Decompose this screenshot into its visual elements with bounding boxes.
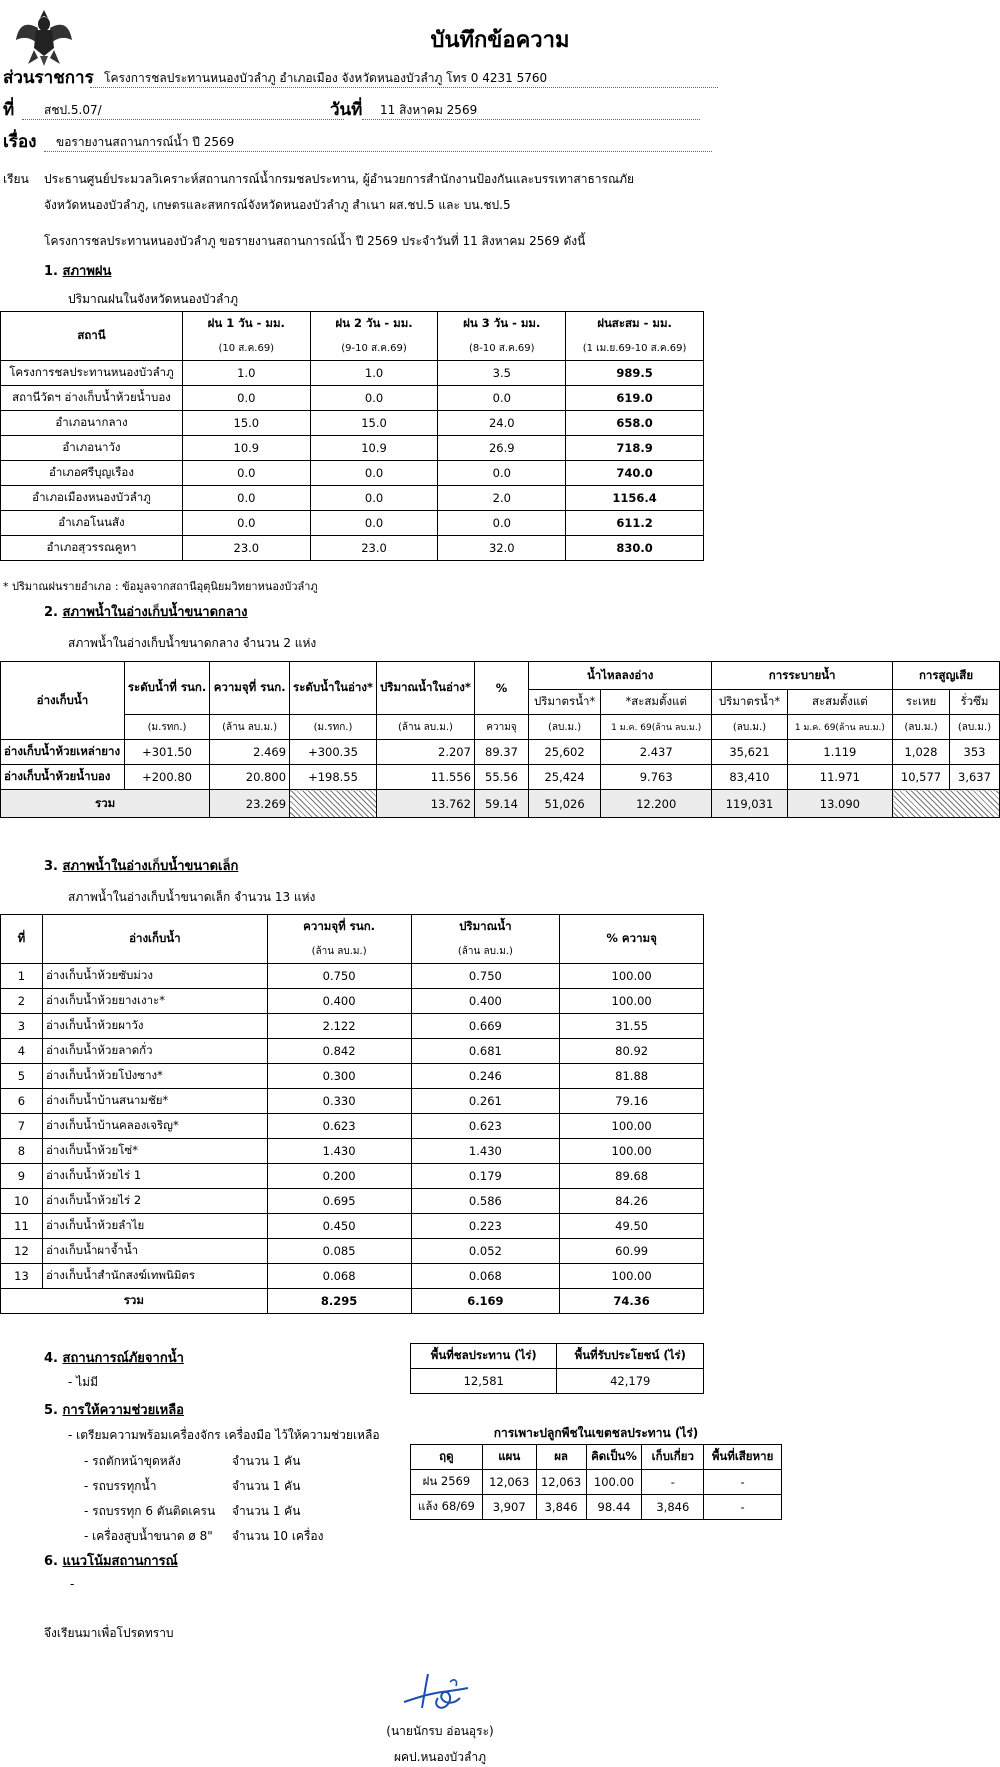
equipment-qty: จำนวน 1 คัน	[232, 1504, 301, 1518]
station-name: สถานีวัดฯ อ่างเก็บน้ำห้วยน้ำบอง	[1, 386, 183, 411]
cell: 3.5	[438, 361, 566, 386]
cell: 3,846	[536, 1495, 586, 1520]
table-row	[411, 1495, 782, 1520]
cell: 1.119	[787, 740, 892, 765]
signer-position: ผคป.หนองบัวลำภู	[393, 1750, 487, 1764]
cell: ฝน 2569	[411, 1470, 483, 1495]
cell: 10,577	[893, 765, 950, 790]
crop-header: เก็บเกี่ยว	[642, 1445, 704, 1470]
table-row	[1, 1064, 704, 1089]
cell: 0.0	[310, 486, 438, 511]
cell: 1.0	[310, 361, 438, 386]
cell: 0.450	[267, 1214, 411, 1239]
res-header-cap-rnk: ความจุที่ รนก.	[210, 662, 290, 715]
reservoir-name: อ่างเก็บน้ำห้วยไร่ 2	[42, 1189, 267, 1214]
table-row	[1, 411, 704, 436]
section5-heading: 5. การให้ความช่วยเหลือ	[44, 1403, 184, 1418]
cell: 0.0	[310, 461, 438, 486]
unit: (ลบ.ม.)	[893, 715, 950, 740]
res-header-leak: รั่วซึม	[949, 690, 999, 715]
rainfall-table	[0, 311, 704, 561]
res-header-vol-now: ปริมาณน้ำในอ่าง*	[376, 662, 474, 715]
small-header-vol: ปริมาณน้ำ	[411, 915, 560, 940]
cell: 1.430	[411, 1139, 560, 1164]
unit: (ลบ.ม.)	[712, 715, 787, 740]
cell: 0.068	[411, 1264, 560, 1289]
cell: 0.400	[411, 989, 560, 1014]
cell: 49.50	[560, 1214, 704, 1239]
cell: 10	[1, 1189, 43, 1214]
cell: 100.00	[560, 964, 704, 989]
res-header-inflow: น้ำไหลลงอ่าง	[529, 662, 712, 690]
rain-subheader: (1 เม.ย.69-10 ส.ค.69)	[566, 336, 704, 361]
table-row	[1, 1114, 704, 1139]
reservoir-name: อ่างเก็บน้ำห้วยยางเงาะ*	[42, 989, 267, 1014]
table-row	[1, 1214, 704, 1239]
cell: 100.00	[560, 1114, 704, 1139]
section2-heading: 2. สภาพน้ำในอ่างเก็บน้ำขนาดกลาง	[44, 605, 248, 620]
cell: 15.0	[182, 411, 310, 436]
table-row	[1, 1164, 704, 1189]
res-header-name: อ่างเก็บน้ำ	[1, 662, 125, 740]
reservoir-name: อ่างเก็บน้ำบ้านสนามชัย*	[42, 1089, 267, 1114]
cell: 89.68	[560, 1164, 704, 1189]
total-row	[1, 790, 1000, 818]
cell: 31.55	[560, 1014, 704, 1039]
cell: 0.586	[411, 1189, 560, 1214]
equipment-item: - เครื่องสูบน้ำขนาด ø 8"	[84, 1529, 213, 1543]
cell: 24.0	[438, 411, 566, 436]
rain-header-station: สถานี	[1, 312, 183, 361]
cell: 20.800	[210, 765, 290, 790]
salutation-line1: ประธานศูนย์ประมวลวิเคราะห์สถานการณ์น้ำกรมชลประทาน, ผู้อำนวยการสำนักงานป้องกันและบรรเทาสาธารณภัย	[44, 172, 635, 186]
small-header-pct: % ความจุ	[560, 915, 704, 964]
cell: 25,424	[529, 765, 601, 790]
res-header-evap: ระเหย	[893, 690, 950, 715]
area-benefit: 42,179	[557, 1369, 704, 1394]
cell: 10.9	[182, 436, 310, 461]
cell: 0.200	[267, 1164, 411, 1189]
res-header-in-acc: *สะสมตั้งแต่	[601, 690, 712, 715]
cell: 13.090	[787, 790, 892, 818]
table-row	[1, 1239, 704, 1264]
table-row	[1, 1014, 704, 1039]
salutation-line2: จังหวัดหนองบัวลำภู, เกษตรและสหกรณ์จังหวัดหนองบัวลำภู สำเนา ผส.ชป.5 และ บน.ชป.5	[44, 198, 511, 212]
salutation-label: เรียน	[3, 172, 29, 186]
table-row	[1, 386, 704, 411]
unit: (ล้าน ลบ.ม.)	[376, 715, 474, 740]
cell: 11.556	[376, 765, 474, 790]
cell: +301.50	[124, 740, 209, 765]
table-row	[1, 511, 704, 536]
table-row	[1, 361, 704, 386]
cell: 0.0	[182, 461, 310, 486]
cell: 59.14	[474, 790, 528, 818]
table-row	[1, 1089, 704, 1114]
rainfall-note: * ปริมาณฝนรายอำเภอ : ข้อมูลจากสถานีอุตุนิยมวิทยาหนองบัวลำภู	[3, 580, 318, 593]
rain-header-accum: ฝนสะสม - มม.	[566, 312, 704, 337]
res-header-in-vol: ปริมาตรน้ำ*	[529, 690, 601, 715]
cell: 23.269	[210, 790, 290, 818]
reservoir-name: อ่างเก็บน้ำบ้านคลองเจริญ*	[42, 1114, 267, 1139]
small-header-no: ที่	[1, 915, 43, 964]
cell: 0.0	[182, 486, 310, 511]
unit: 1 ม.ค. 69(ล้าน ลบ.ม.)	[601, 715, 712, 740]
unit: (ลบ.ม.)	[949, 715, 999, 740]
cell: 0.750	[411, 964, 560, 989]
cell: 74.36	[560, 1289, 704, 1314]
cell: 2.207	[376, 740, 474, 765]
unit: (ม.รทก.)	[124, 715, 209, 740]
cell: 11.971	[787, 765, 892, 790]
reservoir-name: อ่างเก็บน้ำสำนักสงฆ์เทพนิมิตร	[42, 1264, 267, 1289]
subject-value: ขอรายงานสถานการณ์น้ำ ปี 2569	[44, 133, 712, 152]
cell: 81.88	[560, 1064, 704, 1089]
station-name: อำเภอสุวรรณคูหา	[1, 536, 183, 561]
cell: 0.669	[411, 1014, 560, 1039]
cell: 100.00	[586, 1470, 642, 1495]
cell: แล้ง 68/69	[411, 1495, 483, 1520]
crop-header: ผล	[536, 1445, 586, 1470]
res-header-rel-vol: ปริมาตรน้ำ*	[712, 690, 787, 715]
cell: +300.35	[290, 740, 377, 765]
cell: 0.179	[411, 1164, 560, 1189]
cell: 619.0	[566, 386, 704, 411]
cell: 611.2	[566, 511, 704, 536]
crop-header: ฤดู	[411, 1445, 483, 1470]
total-row	[1, 1289, 704, 1314]
cell: 12	[1, 1239, 43, 1264]
table-row	[1, 1139, 704, 1164]
cell: 0.300	[267, 1064, 411, 1089]
section3-heading: 3. สภาพน้ำในอ่างเก็บน้ำขนาดเล็ก	[44, 859, 239, 874]
station-name: อำเภอโนนสัง	[1, 511, 183, 536]
equipment-qty: จำนวน 1 คัน	[232, 1454, 301, 1468]
handwritten-signature	[398, 1668, 478, 1716]
cell: 0.085	[267, 1239, 411, 1264]
area-table	[410, 1343, 704, 1394]
unit: (ล้าน ลบ.ม.)	[267, 939, 411, 964]
table-row	[1, 1039, 704, 1064]
cell: 51,026	[529, 790, 601, 818]
section2-caption: สภาพน้ำในอ่างเก็บน้ำขนาดกลาง จำนวน 2 แห่ง	[68, 636, 317, 650]
area-irrigated: 12,581	[411, 1369, 557, 1394]
crop-table-caption: การเพาะปลูกพืชในเขตชลประทาน (ไร่)	[493, 1426, 699, 1440]
table-row	[1, 1264, 704, 1289]
cell: 3,846	[642, 1495, 704, 1520]
cell: 15.0	[310, 411, 438, 436]
cell: 353	[949, 740, 999, 765]
cell: -	[704, 1470, 782, 1495]
table-row	[1, 436, 704, 461]
agency-value: โครงการชลประทานหนองบัวลำภู อำเภอเมือง จังหวัดหนองบัวลำภู โทร 0 4231 5760	[90, 69, 718, 88]
res-header-lvl-now: ระดับน้ำในอ่าง*	[290, 662, 377, 715]
res-header-rel-acc: สะสมตั้งแต่	[787, 690, 892, 715]
reservoir-name: อ่างเก็บน้ำห้วยโซ่*	[42, 1139, 267, 1164]
cell: 0.623	[411, 1114, 560, 1139]
cell: 23.0	[310, 536, 438, 561]
closing-text: จึงเรียนมาเพื่อโปรดทราบ	[44, 1626, 174, 1640]
reservoir-name: อ่างเก็บน้ำห้วยลาดกั่ว	[42, 1039, 267, 1064]
station-name: อำเภอศรีบุญเรือง	[1, 461, 183, 486]
cell: 718.9	[566, 436, 704, 461]
reservoir-name: อ่างเก็บน้ำห้วยผาวัง	[42, 1014, 267, 1039]
cell: 80.92	[560, 1039, 704, 1064]
cell: 0.0	[310, 511, 438, 536]
cell: 9.763	[601, 765, 712, 790]
table-row	[1, 536, 704, 561]
signer-name: (นายนักรบ อ่อนอุระ)	[386, 1724, 494, 1738]
cell: 989.5	[566, 361, 704, 386]
res-header-release: การระบายน้ำ	[712, 662, 893, 690]
date-value: 11 สิงหาคม 2569	[362, 101, 700, 120]
unit: 1 ม.ค. 69(ล้าน ลบ.ม.)	[787, 715, 892, 740]
cell: 13	[1, 1264, 43, 1289]
rain-subheader: (10 ส.ค.69)	[182, 336, 310, 361]
equipment-qty: จำนวน 10 เครื่อง	[232, 1529, 324, 1543]
section5-line: - เตรียมความพร้อมเครื่องจักร เครื่องมือ ไว้ให้ความช่วยเหลือ	[68, 1428, 380, 1442]
equipment-qty: จำนวน 1 คัน	[232, 1479, 301, 1493]
cell: 25,602	[529, 740, 601, 765]
cell: 100.00	[560, 989, 704, 1014]
cell: 0.068	[267, 1264, 411, 1289]
cell: 740.0	[566, 461, 704, 486]
agency-label: ส่วนราชการ	[3, 68, 94, 88]
cell: 1156.4	[566, 486, 704, 511]
cell: 0.246	[411, 1064, 560, 1089]
cell: 12,063	[536, 1470, 586, 1495]
cell: 100.00	[560, 1139, 704, 1164]
cell: 0.0	[182, 386, 310, 411]
cell: 0.681	[411, 1039, 560, 1064]
equipment-item: - รถบรรทุก 6 ตันติดเครน	[84, 1504, 216, 1518]
table-row	[1, 964, 704, 989]
cell: 0.0	[438, 386, 566, 411]
cell: 3,637	[949, 765, 999, 790]
cell: 1.0	[182, 361, 310, 386]
reservoir-name: อ่างเก็บน้ำห้วยไร่ 1	[42, 1164, 267, 1189]
cell: 11	[1, 1214, 43, 1239]
table-row	[1, 740, 1000, 765]
section1-caption: ปริมาณฝนในจังหวัดหนองบัวลำภู	[68, 292, 239, 306]
unit: (ล้าน ลบ.ม.)	[411, 939, 560, 964]
station-name: อำเภอนากลาง	[1, 411, 183, 436]
station-name: โครงการชลประทานหนองบัวลำภู	[1, 361, 183, 386]
cell: 12,063	[482, 1470, 536, 1495]
cell: 83,410	[712, 765, 787, 790]
cell: 119,031	[712, 790, 787, 818]
date-label: วันที่	[330, 100, 363, 120]
rain-header-2day: ฝน 2 วัน - มม.	[310, 312, 438, 337]
reservoir-name: อ่างเก็บน้ำห้วยซับม่วง	[42, 964, 267, 989]
cell: 0.052	[411, 1239, 560, 1264]
cell: 55.56	[474, 765, 528, 790]
cell: 79.16	[560, 1089, 704, 1114]
section3-caption: สภาพน้ำในอ่างเก็บน้ำขนาดเล็ก จำนวน 13 แห่ง	[68, 890, 316, 904]
cell: 658.0	[566, 411, 704, 436]
reservoir-name: อ่างเก็บน้ำห้วยน้ำบอง	[1, 765, 125, 790]
intro-text: โครงการชลประทานหนองบัวลำภู ขอรายงานสถานการณ์น้ำ ปี 2569 ประจำวันที่ 11 สิงหาคม 2569 ดังนี้	[44, 234, 586, 248]
table-row	[1, 765, 1000, 790]
cell: -	[642, 1470, 704, 1495]
doc-number-value: สชป.5.07/	[22, 101, 344, 120]
cell: 0.0	[438, 511, 566, 536]
cell: 23.0	[182, 536, 310, 561]
table-row	[1, 486, 704, 511]
equipment-item: - รถตักหน้าขุดหลัง	[84, 1454, 181, 1468]
station-name: อำเภอเมืองหนองบัวลำภู	[1, 486, 183, 511]
cell: 32.0	[438, 536, 566, 561]
cell: 35,621	[712, 740, 787, 765]
cell: 2.0	[438, 486, 566, 511]
cell: 100.00	[560, 1264, 704, 1289]
cell: 0.0	[438, 461, 566, 486]
cell: 0.0	[310, 386, 438, 411]
cell: 0.0	[182, 511, 310, 536]
cell: +200.80	[124, 765, 209, 790]
table-row	[1, 989, 704, 1014]
cell: 0.623	[267, 1114, 411, 1139]
crop-table	[410, 1444, 782, 1520]
cell: 0.842	[267, 1039, 411, 1064]
rain-subheader: (9-10 ส.ค.69)	[310, 336, 438, 361]
cell: 3,907	[482, 1495, 536, 1520]
cell: 3	[1, 1014, 43, 1039]
cell: 98.44	[586, 1495, 642, 1520]
cell: 12.200	[601, 790, 712, 818]
cell: 0.695	[267, 1189, 411, 1214]
cell: 6.169	[411, 1289, 560, 1314]
total-label: รวม	[1, 790, 210, 818]
cell: 8.295	[267, 1289, 411, 1314]
crop-header: คิดเป็น%	[586, 1445, 642, 1470]
subject-label: เรื่อง	[3, 132, 37, 152]
medium-reservoir-table	[0, 661, 1000, 818]
hatched-cell	[290, 790, 377, 818]
cell: 7	[1, 1114, 43, 1139]
cell: 0.261	[411, 1089, 560, 1114]
small-header-cap: ความจุที่ รนก.	[267, 915, 411, 940]
cell: 2.437	[601, 740, 712, 765]
res-header-loss: การสูญเสีย	[893, 662, 1000, 690]
cell: 2	[1, 989, 43, 1014]
reservoir-name: อ่างเก็บน้ำห้วยโป่งซาง*	[42, 1064, 267, 1089]
res-header-pct: %	[474, 662, 528, 715]
reservoir-name: อ่างเก็บน้ำห้วยลำไย	[42, 1214, 267, 1239]
cell: 26.9	[438, 436, 566, 461]
cell: 9	[1, 1164, 43, 1189]
cell: -	[704, 1495, 782, 1520]
unit: (ลบ.ม.)	[529, 715, 601, 740]
cell: 1,028	[893, 740, 950, 765]
table-row	[1, 1189, 704, 1214]
section4-item: - ไม่มี	[68, 1375, 98, 1389]
hatched-cell	[893, 790, 1000, 818]
cell: 60.99	[560, 1239, 704, 1264]
section4-heading: 4. สถานการณ์ภัยจากน้ำ	[44, 1351, 184, 1366]
res-header-lvl-rnk: ระดับน้ำที่ รนก.	[124, 662, 209, 715]
section6-heading: 6. แนวโน้มสถานการณ์	[44, 1554, 178, 1569]
cell: 0.223	[411, 1214, 560, 1239]
cell: +198.55	[290, 765, 377, 790]
rain-header-3day: ฝน 3 วัน - มม.	[438, 312, 566, 337]
cell: 6	[1, 1089, 43, 1114]
cell: 2.469	[210, 740, 290, 765]
rain-subheader: (8-10 ส.ค.69)	[438, 336, 566, 361]
station-name: อำเภอนาวัง	[1, 436, 183, 461]
small-reservoir-table	[0, 914, 704, 1314]
cell: 5	[1, 1064, 43, 1089]
cell: 89.37	[474, 740, 528, 765]
table-row	[1, 461, 704, 486]
small-header-name: อ่างเก็บน้ำ	[42, 915, 267, 964]
crop-header: แผน	[482, 1445, 536, 1470]
cell: 0.330	[267, 1089, 411, 1114]
cell: 13.762	[376, 790, 474, 818]
section6-item: -	[70, 1577, 75, 1591]
page-title: บันทึกข้อความ	[430, 28, 570, 53]
unit: ความจุ	[474, 715, 528, 740]
cell: 1	[1, 964, 43, 989]
cell: 1.430	[267, 1139, 411, 1164]
cell: 84.26	[560, 1189, 704, 1214]
unit: (ล้าน ลบ.ม.)	[210, 715, 290, 740]
cell: 830.0	[566, 536, 704, 561]
rain-header-1day: ฝน 1 วัน - มม.	[182, 312, 310, 337]
reservoir-name: อ่างเก็บน้ำห้วยเหล่ายาง	[1, 740, 125, 765]
cell: 10.9	[310, 436, 438, 461]
equipment-item: - รถบรรทุกน้ำ	[84, 1479, 157, 1493]
table-row	[411, 1470, 782, 1495]
section1-heading: 1. สภาพฝน	[44, 264, 112, 279]
area-header-benefit: พื้นที่รับประโยชน์ (ไร่)	[557, 1344, 704, 1369]
cell: 0.400	[267, 989, 411, 1014]
reservoir-name: อ่างเก็บน้ำผาจ้ำน้ำ	[42, 1239, 267, 1264]
cell: 0.750	[267, 964, 411, 989]
cell: 4	[1, 1039, 43, 1064]
total-label: รวม	[1, 1289, 268, 1314]
area-header-irrigated: พื้นที่ชลประทาน (ไร่)	[411, 1344, 557, 1369]
unit: (ม.รทก.)	[290, 715, 377, 740]
doc-number-label: ที่	[3, 100, 15, 120]
cell: 2.122	[267, 1014, 411, 1039]
crop-header: พื้นที่เสียหาย	[704, 1445, 782, 1470]
cell: 8	[1, 1139, 43, 1164]
